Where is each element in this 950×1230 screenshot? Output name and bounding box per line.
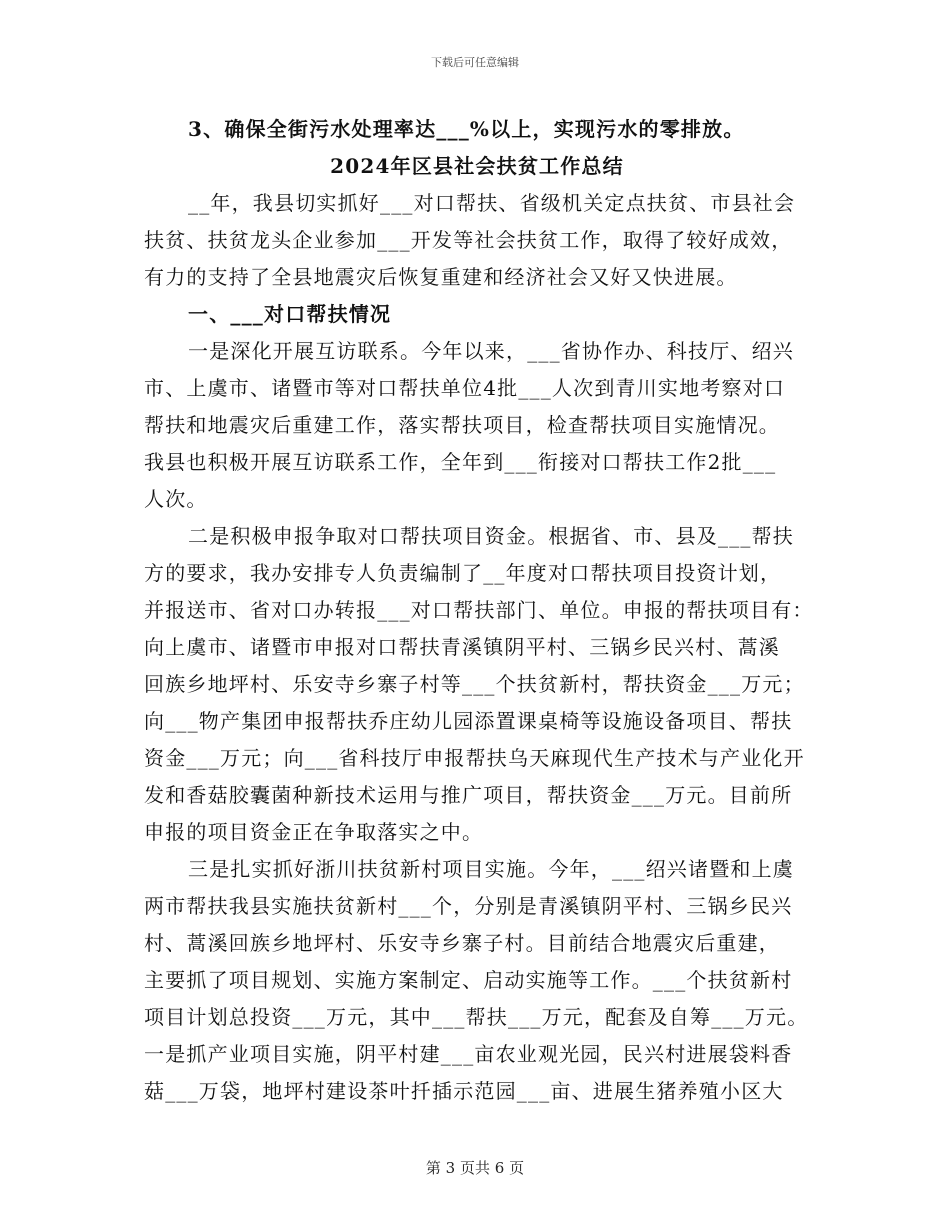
text-line: 向上虞市、诸暨市申报对口帮扶青溪镇阴平村、三锅乡民兴村、蒿溪 — [144, 635, 780, 659]
text-line: 回族乡地坪村、乐安寺乡寨子村等___个扶贫新村，帮扶资金___万元； — [144, 672, 805, 696]
text-line: 三是扎实抓好浙川扶贫新村项目实施。今年，___绍兴诸暨和上虞 — [188, 857, 794, 881]
text-line: 项目计划总投资___万元，其中___帮扶___万元，配套及自筹___万元。 — [144, 1005, 809, 1029]
text-line: 二是积极申报争取对口帮扶项目资金。根据省、市、县及___帮扶 — [188, 524, 794, 548]
text-line: 两市帮扶我县实施扶贫新村___个，分别是青溪镇阴平村、三锅乡民兴 — [144, 894, 793, 918]
text-line: 一、___对口帮扶情况 — [188, 302, 392, 326]
text-line: 一是深化开展互访联系。今年以来，___省协作办、科技厅、绍兴 — [188, 339, 794, 363]
text-line: 市、上虞市、诸暨市等对口帮扶单位4批___人次到青川实地考察对口 — [144, 376, 786, 400]
page-header: 下载后可任意编辑 — [431, 56, 519, 69]
text-line: 资金___万元；向___省科技厅申报帮扶乌天麻现代生产技术与产业化开 — [144, 746, 805, 770]
text-line: 并报送市、省对口办转报___对口帮扶部门、单位。申报的帮扶项目有： — [144, 598, 814, 622]
text-line: 2024年区县社会扶贫工作总结 — [330, 154, 624, 178]
text-line: 一是抓产业项目实施，阴平村建___亩农业观光园，民兴村进展袋料香 — [144, 1042, 793, 1066]
text-line: 菇___万袋，地坪村建设茶叶扦插示范园___亩、进展生猪养殖小区大 — [144, 1079, 784, 1103]
text-line: 帮扶和地震灾后重建工作，落实帮扶项目，检查帮扶项目实施情况。 — [144, 413, 780, 437]
text-line: 我县也积极开展互访联系工作，全年到___衔接对口帮扶工作2批___ — [144, 450, 777, 474]
page-footer: 第 3 页共 6 页 — [425, 1159, 525, 1177]
text-line: 向___物产集团申报帮扶乔庄幼儿园添置课桌椅等设施设备项目、帮扶 — [144, 709, 793, 733]
text-line: 扶贫、扶贫龙头企业参加___开发等社会扶贫工作，取得了较好成效， — [144, 228, 793, 252]
text-line: __年，我县切实抓好___对口帮扶、省级机关定点扶贫、市县社会 — [188, 191, 796, 215]
document-body — [144, 111, 814, 1110]
text-line: 有力的支持了全县地震灾后恢复重建和经济社会又好又快进展。 — [144, 265, 738, 289]
text-line: 主要抓了项目规划、实施方案制定、启动实施等工作。___个扶贫新村 — [144, 968, 793, 992]
text-line: 人次。 — [144, 487, 208, 511]
text-line: 发和香菇胶囊菌种新技术运用与推广项目，帮扶资金___万元。目前所 — [144, 783, 793, 807]
text-line: 村、蒿溪回族乡地坪村、乐安寺乡寨子村。目前结合地震灾后重建， — [144, 931, 780, 955]
text-line: 申报的项目资金正在争取落实之中。 — [144, 820, 484, 844]
text-line: 方的要求，我办安排专人负责编制了__年度对口帮扶项目投资计划， — [144, 561, 782, 585]
text-line: 3、确保全街污水处理率达___%以上，实现污水的零排放。 — [188, 117, 745, 141]
